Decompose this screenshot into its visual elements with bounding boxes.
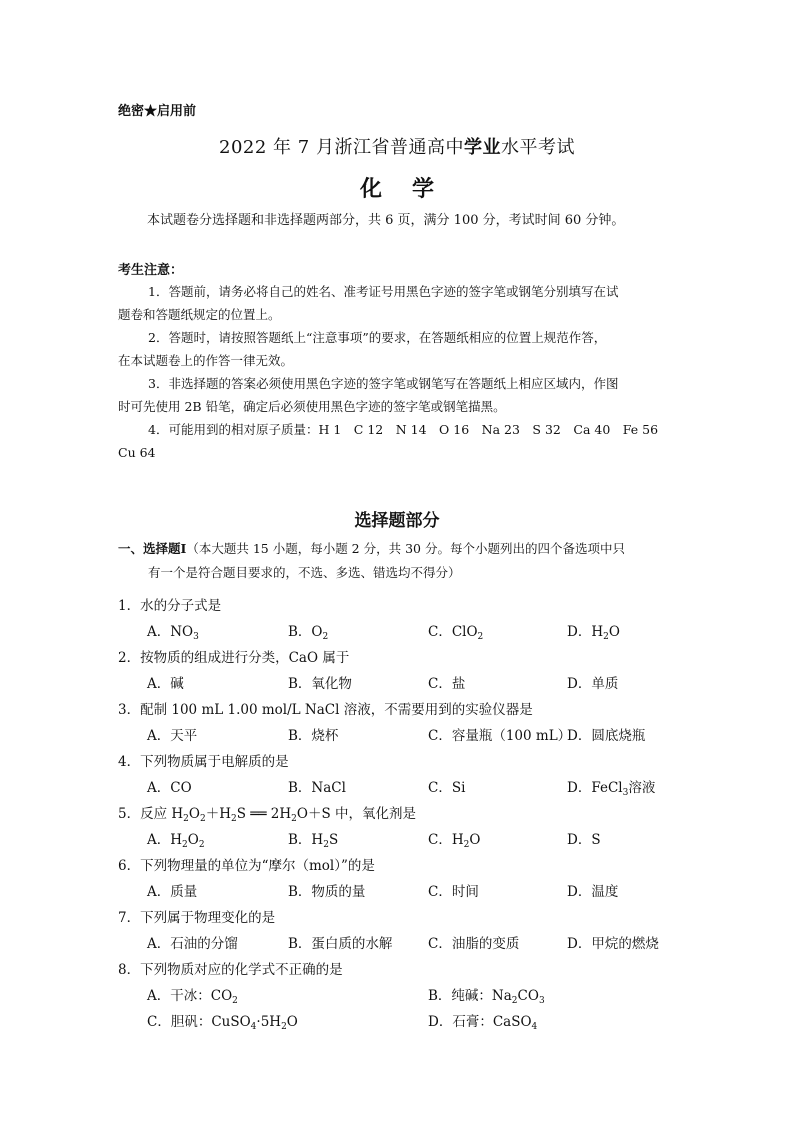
q5-option-a: A．$H_2O_2$ [147, 832, 205, 850]
q2-option-c: C．盐 [428, 676, 466, 692]
q5-option-c: C．$H_2O$ [428, 832, 481, 850]
q2-option-a: A．碱 [147, 676, 184, 692]
part-desc-b: 有一个是符合题目要求的，不选、多选、错选均不得分） [148, 565, 461, 580]
subject-title: 化学 [359, 176, 464, 202]
q5-option-b: B．$H_2S$ [288, 832, 339, 850]
q1-option-a: A．$NO_3$ [147, 624, 199, 642]
question-7-stem: 7．下列属于物理变化的是 [118, 910, 276, 926]
q7-option-a: A．石油的分馏 [147, 936, 238, 952]
question-5-stem: 5．反应 $H_2O_2+H_2S$ ══ $2H_2O+S$ 中，氧化剂是 [118, 806, 417, 824]
title-part1: 2022 年 7 月浙江省普通高中 [219, 137, 464, 158]
q7-option-b: B．蛋白质的水解 [288, 936, 393, 952]
question-2-stem: 2．按物质的组成进行分类，CaO 属于 [118, 650, 350, 666]
question-6-stem: 6．下列物理量的单位为“摩尔（mol）”的是 [118, 858, 375, 874]
q8-option-b: B．纯碱：$Na_2CO_3$ [428, 988, 545, 1006]
q6-option-a: A．质量 [147, 884, 198, 900]
notice-item-3b: 时可先使用 2B 铅笔，确定后必须使用黑色字迹的签字笔或钢笔描黑。 [118, 399, 506, 414]
part-label: 一、选择题Ⅰ [118, 541, 187, 556]
title-bold: 学业 [463, 137, 501, 158]
question-3-stem: 3．配制 100 mL 1.00 mol/L NaCl 溶液，不需要用到的实验仪器是 [118, 702, 533, 718]
notice-item-4b: Cu 64 [118, 445, 156, 460]
q3-option-d: D．圆底烧瓶 [567, 728, 646, 744]
q6-option-c: C．时间 [428, 884, 479, 900]
notice-item-2a: 2．答题时，请按照答题纸上“注意事项”的要求，在答题纸相应的位置上规范作答， [148, 330, 607, 345]
notice-list [118, 280, 678, 464]
notice-item-2b: 在本试题卷上的作答一律无效。 [118, 353, 294, 368]
notice-item-1b: 题卷和答题纸规定的位置上。 [118, 307, 281, 322]
q8-option-c: C．胆矾：$CuSO_4\cdot 5H_2O$ [147, 1014, 298, 1032]
title-part2: 水平考试 [500, 137, 575, 158]
part-desc-a: （本大题共 15 小题，每小题 2 分，共 30 分。每个小题列出的四个备选项中只 [186, 541, 625, 556]
q1-option-b: B．$O_2$ [288, 624, 329, 642]
q4-option-c: C．Si [428, 780, 466, 796]
notice-item-4a: 4．可能用到的相对原子质量：H 1 C 12 N 14 O 16 Na 23 S 32 Ca 40 Fe 56 [148, 422, 659, 437]
q1-option-c: C．ClO$_2$ [428, 624, 484, 642]
part-instructions [118, 537, 678, 585]
q4-option-d: D．FeCl$_3$溶液 [567, 780, 656, 798]
q6-option-d: D．温度 [567, 884, 619, 900]
q3-option-a: A．天平 [147, 728, 198, 744]
q4-option-a: A．CO [147, 780, 192, 796]
question-8-stem: 8．下列物质对应的化学式不正确的是 [118, 962, 343, 978]
q7-option-d: D．甲烷的燃烧 [567, 936, 659, 952]
q8-option-d: D．石膏：CaSO$_4$ [428, 1014, 538, 1032]
q5-option-d: D．S [567, 832, 601, 848]
q3-option-b: B．烧杯 [288, 728, 339, 744]
exam-intro: 本试题卷分选择题和非选择题两部分，共 6 页，满分 100 分，考试时间 60 分钟。 [147, 213, 625, 228]
q8-option-a: A．干冰：$CO_2$ [147, 988, 238, 1006]
exam-title [0, 133, 794, 159]
question-1-stem: 1．水的分子式是 [118, 598, 222, 614]
q6-option-b: B．物质的量 [288, 884, 366, 900]
notice-item-3a: 3．非选择题的答案必须使用黑色字迹的签字笔或钢笔写在答题纸上相应区域内，作图 [148, 376, 619, 391]
question-4-stem: 4．下列物质属于电解质的是 [118, 754, 289, 770]
q3-option-c: C．容量瓶（100 mL） [428, 728, 572, 744]
confidential-mark: 绝密★启用前 [118, 104, 197, 119]
q7-option-c: C．油脂的变质 [428, 936, 520, 952]
q4-option-b: B．NaCl [288, 780, 346, 796]
notice-item-1a: 1．答题前，请务必将自己的姓名、准考证号用黑色字迹的签字笔或钢笔分别填写在试 [148, 284, 619, 299]
notice-heading: 考生注意： [118, 263, 184, 278]
q2-option-d: D．单质 [567, 676, 619, 692]
q2-option-b: B．氧化物 [288, 676, 352, 692]
q1-option-d: D．$H_2O$ [567, 624, 620, 642]
section-title: 选择题部分 [354, 511, 440, 531]
